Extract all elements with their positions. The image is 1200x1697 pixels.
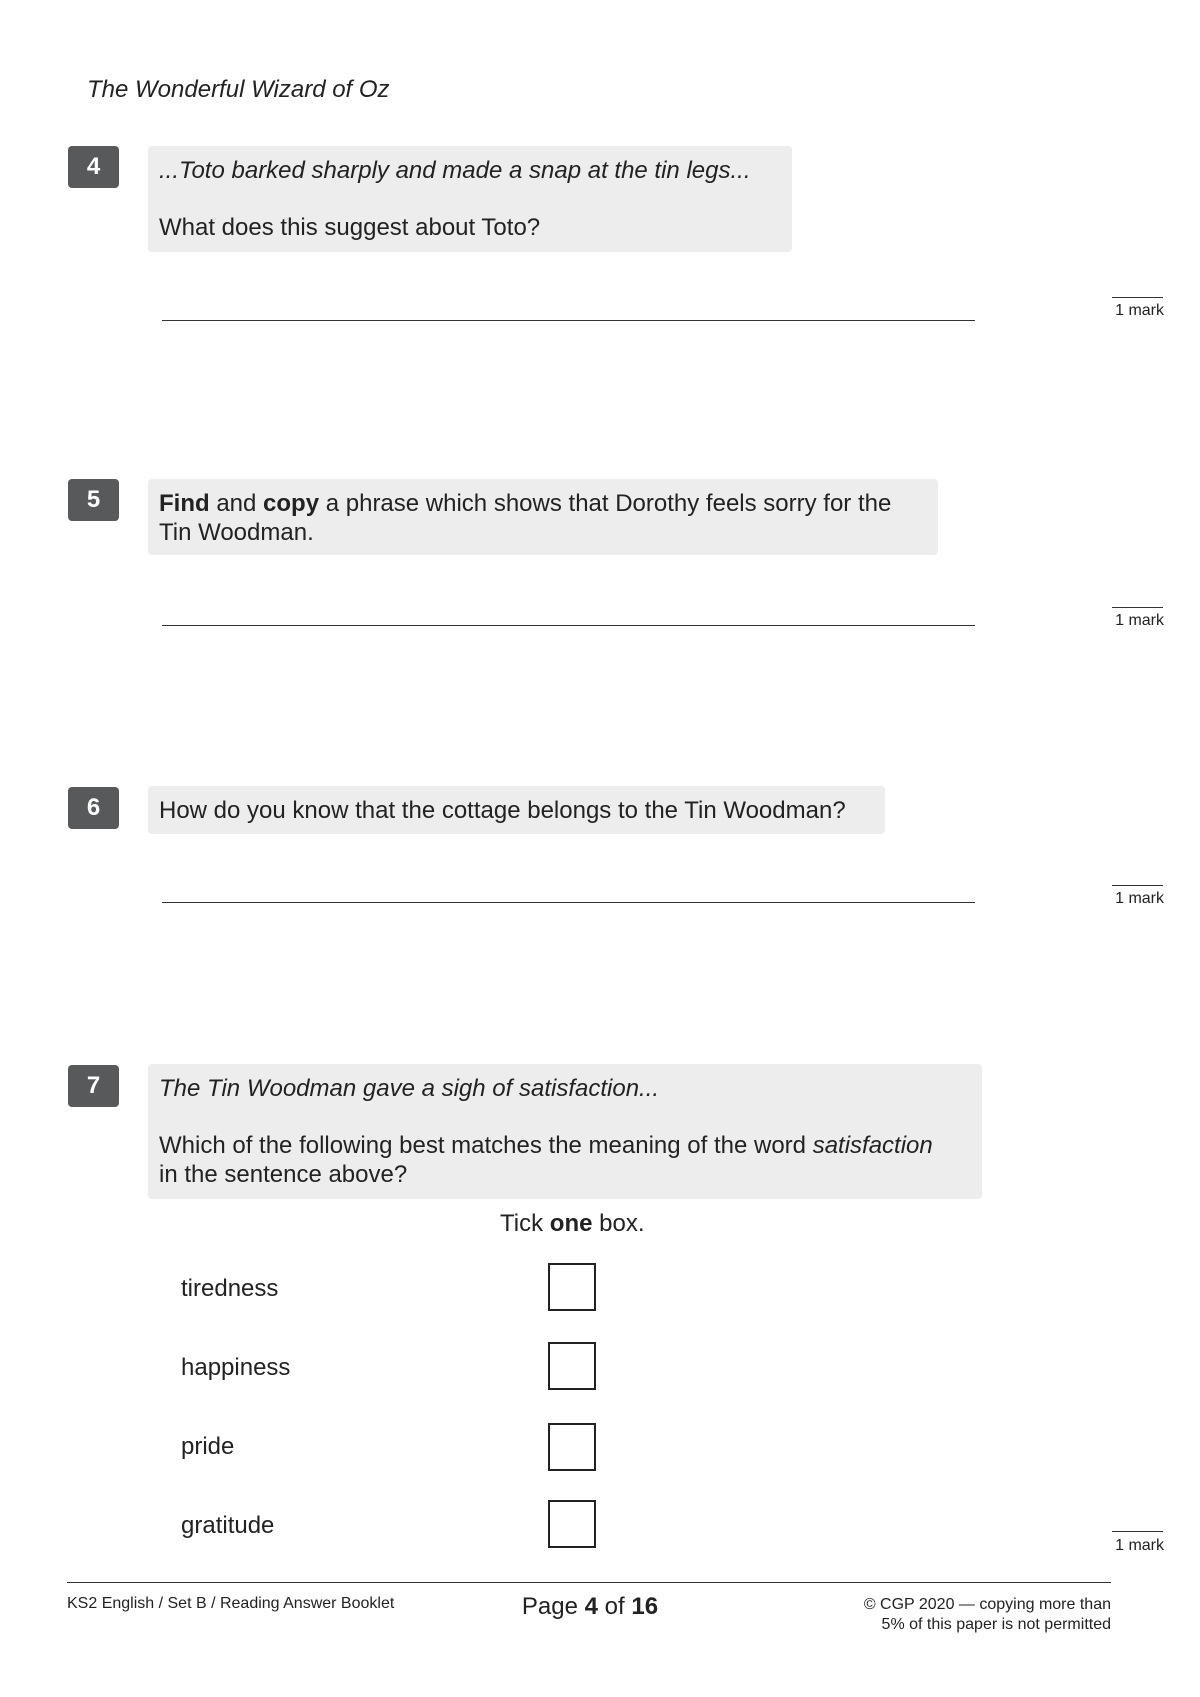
footer-page-total: 16	[631, 1593, 659, 1620]
question-5-mark-label: 1 mark	[1115, 612, 1164, 629]
footer-copyright-line-2: 5% of this paper is not permitted	[881, 1616, 1111, 1633]
footer-page-pre: Page	[521, 1593, 585, 1620]
question-5-mark-line	[1112, 607, 1163, 608]
question-5-box	[148, 479, 938, 555]
tick-box-happiness[interactable]	[548, 1342, 596, 1390]
question-number-7: 7	[68, 1065, 119, 1107]
question-5-prompt-line-2: Tin Woodman.	[159, 519, 314, 546]
tick-instruction	[500, 1210, 644, 1238]
question-6-mark-label: 1 mark	[1115, 890, 1164, 907]
option-label-happiness: happiness	[181, 1354, 291, 1381]
question-5-prompt-line-1	[159, 489, 926, 518]
question-number-4: 4	[68, 146, 119, 188]
question-7-box	[148, 1064, 982, 1199]
question-number-5: 5	[68, 479, 119, 521]
option-label-pride: pride	[181, 1433, 235, 1460]
section-title: The Wonderful Wizard of Oz	[87, 76, 390, 103]
question-7-mark-label: 1 mark	[1115, 1537, 1164, 1554]
question-7-prompt-line-1	[159, 1131, 970, 1160]
footer-copyright	[820, 1595, 1111, 1635]
question-5-find: Find	[159, 490, 210, 517]
question-4-box	[148, 146, 792, 252]
tick-box-tiredness[interactable]	[548, 1263, 596, 1311]
question-5-rest-1: a phrase which shows that Dorothy feels sorry for the	[319, 490, 892, 517]
question-7-prompt-line-2: in the sentence above?	[159, 1161, 408, 1188]
tick-box-pride[interactable]	[548, 1423, 596, 1471]
question-6-box	[148, 786, 885, 834]
question-7-prompt-part-1: Which of the following best matches the meaning of the word	[159, 1132, 813, 1159]
tick-box-gratitude[interactable]	[548, 1500, 596, 1548]
question-6-mark-line	[1112, 885, 1163, 886]
tick-instruction-post: box.	[592, 1210, 645, 1237]
question-5-copy: copy	[263, 490, 320, 517]
question-6-prompt: How do you know that the cottage belongs to the Tin Woodman?	[159, 797, 846, 824]
footer-page-mid: of	[598, 1593, 632, 1620]
question-6-answer-line[interactable]	[162, 902, 975, 903]
footer-rule	[67, 1582, 1111, 1583]
tick-instruction-bold: one	[549, 1210, 593, 1237]
question-7-mark-line	[1112, 1531, 1163, 1532]
question-4-mark-line	[1112, 297, 1163, 298]
footer-copyright-line-1: © CGP 2020 — copying more than	[863, 1596, 1111, 1613]
tick-instruction-pre: Tick	[500, 1210, 550, 1237]
question-5-and: and	[209, 490, 264, 517]
option-label-gratitude: gratitude	[181, 1512, 275, 1539]
question-4-prompt: What does this suggest about Toto?	[159, 214, 541, 241]
question-7-prompt-word: satisfaction	[812, 1132, 933, 1159]
option-label-tiredness: tiredness	[181, 1275, 279, 1302]
question-5-answer-line[interactable]	[162, 625, 975, 626]
question-number-6: 6	[68, 787, 119, 829]
question-7-quote: The Tin Woodman gave a sigh of satisfaction...	[159, 1075, 660, 1102]
footer-booklet-title: KS2 English / Set B / Reading Answer Booklet	[67, 1595, 395, 1612]
question-4-answer-line[interactable]	[162, 320, 975, 321]
question-4-quote: ...Toto barked sharply and made a snap at the tin legs...	[159, 157, 751, 184]
footer-page-current: 4	[584, 1593, 598, 1620]
question-4-mark-label: 1 mark	[1115, 302, 1164, 319]
footer-page-number	[440, 1593, 740, 1621]
